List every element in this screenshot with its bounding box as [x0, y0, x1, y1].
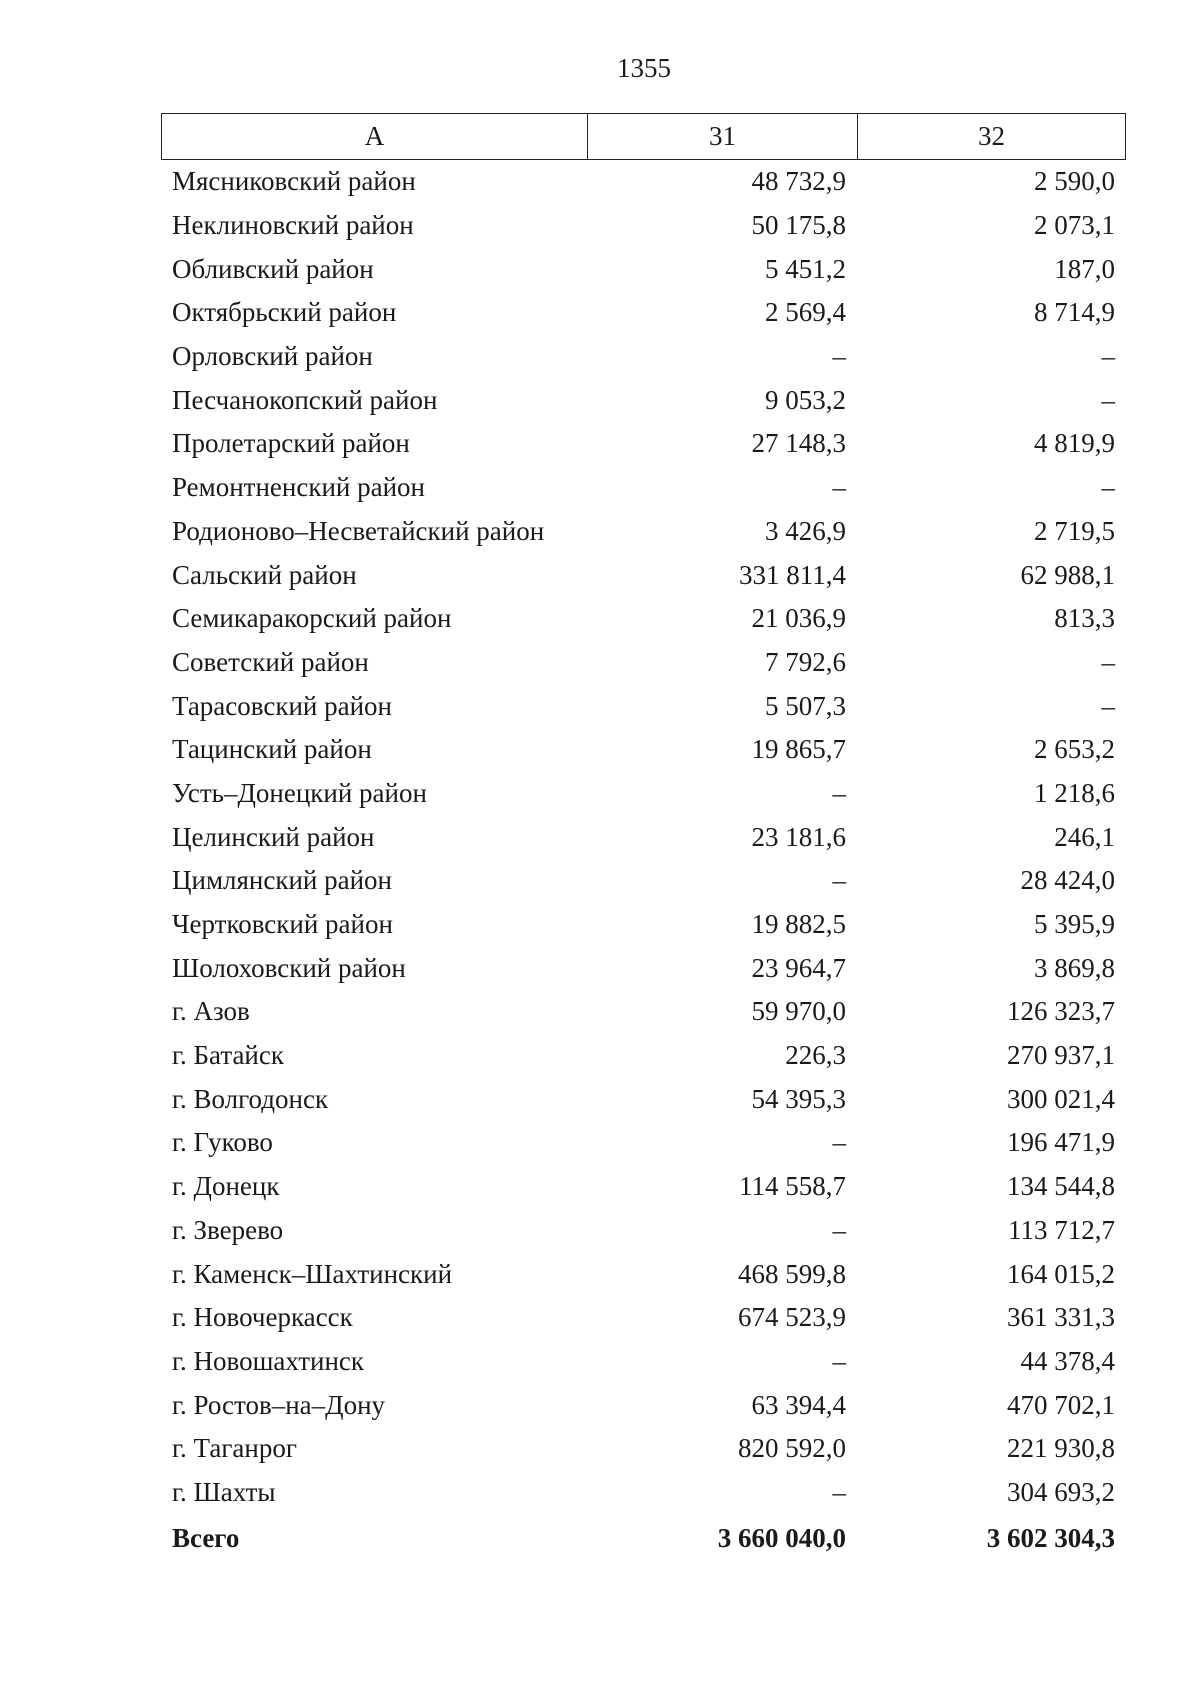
- row-value-32: 5 395,9: [1034, 909, 1115, 940]
- row-value-31: 50 175,8: [751, 210, 846, 241]
- row-value-32: 8 714,9: [1034, 297, 1115, 328]
- row-value-32: 4 819,9: [1034, 428, 1115, 459]
- row-label: г. Новошахтинск: [172, 1345, 364, 1376]
- row-value-32: 246,1: [1054, 821, 1115, 852]
- row-value-32: 187,0: [1054, 253, 1115, 284]
- table-row: [161, 859, 1126, 903]
- table-row: [161, 466, 1126, 510]
- row-value-32: 2 590,0: [1034, 166, 1115, 197]
- row-value-32: 113 712,7: [1008, 1214, 1115, 1245]
- row-value-31: 19 882,5: [751, 909, 846, 940]
- row-value-31: 19 865,7: [751, 734, 846, 765]
- row-value-31: 59 970,0: [751, 996, 846, 1027]
- row-label: Тацинский район: [172, 734, 372, 765]
- row-value-31: 48 732,9: [751, 166, 846, 197]
- table-row: [161, 247, 1126, 291]
- row-label: Тарасовский район: [172, 690, 392, 721]
- row-value-32: –: [1101, 341, 1115, 372]
- row-value-31: –: [832, 1476, 846, 1507]
- row-label: г. Батайск: [172, 1040, 284, 1071]
- row-label: Сальский район: [172, 559, 357, 590]
- row-label: Усть–Донецкий район: [172, 777, 427, 808]
- table-row: [161, 1427, 1126, 1471]
- row-label: Ремонтненский район: [172, 472, 425, 503]
- table-row: [161, 903, 1126, 947]
- table-row: [161, 1165, 1126, 1209]
- row-value-32: 270 937,1: [1007, 1040, 1115, 1071]
- row-value-31: 3 426,9: [765, 515, 846, 546]
- table-row: [161, 422, 1126, 466]
- row-value-32: 2 719,5: [1034, 515, 1115, 546]
- row-label: Октябрьский район: [172, 297, 397, 328]
- table-row: [161, 1209, 1126, 1253]
- row-value-31: 468 599,8: [738, 1258, 846, 1289]
- table-row: [161, 510, 1126, 554]
- table-row: [161, 946, 1126, 990]
- row-label: Неклиновский район: [172, 210, 414, 241]
- row-label: г. Гуково: [172, 1127, 273, 1158]
- row-value-31: 2 569,4: [765, 297, 846, 328]
- table-row: [161, 728, 1126, 772]
- row-label: Целинский район: [172, 821, 375, 852]
- row-value-32: 164 015,2: [1007, 1258, 1115, 1289]
- table-row: [161, 1340, 1126, 1384]
- row-value-31: 5 451,2: [765, 253, 846, 284]
- page-number: 1355: [617, 53, 671, 83]
- row-label: Орловский район: [172, 341, 373, 372]
- row-label: Советский район: [172, 646, 369, 677]
- row-label: Песчанокопский район: [172, 384, 438, 415]
- row-label: Родионово–Несветайский район: [172, 515, 545, 546]
- table-row: [161, 597, 1126, 641]
- table-row: [161, 1121, 1126, 1165]
- row-value-32: –: [1101, 384, 1115, 415]
- row-value-31: –: [832, 865, 846, 896]
- table-row: [161, 1077, 1126, 1121]
- row-value-31: 23 181,6: [751, 821, 846, 852]
- row-value-32: 361 331,3: [1007, 1302, 1115, 1333]
- data-table: [161, 113, 1126, 1560]
- table-row: [161, 291, 1126, 335]
- row-value-32: 126 323,7: [1007, 996, 1115, 1027]
- table-row: [161, 553, 1126, 597]
- header-cell-32: 32: [978, 121, 1005, 151]
- row-label: г. Таганрог: [172, 1433, 297, 1464]
- row-value-31: 5 507,3: [765, 690, 846, 721]
- table-row: [161, 204, 1126, 248]
- row-label: г. Каменск–Шахтинский: [172, 1258, 453, 1289]
- row-value-32: 196 471,9: [1007, 1127, 1115, 1158]
- row-label: г. Ростов–на–Дону: [172, 1389, 386, 1420]
- row-value-31: 114 558,7: [739, 1171, 846, 1202]
- row-value-32: 813,3: [1054, 603, 1115, 634]
- total-value-31: 3 660 040,0: [717, 1522, 846, 1553]
- table-row: [161, 1252, 1126, 1296]
- table-row: [161, 772, 1126, 816]
- row-label: г. Волгодонск: [172, 1083, 329, 1114]
- row-value-32: 134 544,8: [1007, 1171, 1115, 1202]
- table-row: [161, 684, 1126, 728]
- row-value-32: 28 424,0: [1020, 865, 1115, 896]
- row-value-32: 470 702,1: [1007, 1389, 1115, 1420]
- row-value-32: –: [1101, 472, 1115, 503]
- table-row: [161, 1471, 1126, 1515]
- row-value-31: 7 792,6: [765, 646, 846, 677]
- row-value-31: 63 394,4: [751, 1389, 846, 1420]
- row-label: Чертковский район: [172, 909, 393, 940]
- table-row: [161, 815, 1126, 859]
- row-value-31: –: [832, 1345, 846, 1376]
- row-value-31: –: [832, 777, 846, 808]
- row-label: г. Шахты: [172, 1476, 276, 1507]
- row-value-32: –: [1101, 646, 1115, 677]
- row-value-31: –: [832, 1127, 846, 1158]
- row-value-31: –: [832, 1214, 846, 1245]
- row-value-32: 44 378,4: [1020, 1345, 1115, 1376]
- row-value-32: 2 653,2: [1034, 734, 1115, 765]
- row-value-31: 23 964,7: [751, 952, 846, 983]
- row-label: Обливский район: [172, 253, 374, 284]
- row-value-32: 3 869,8: [1034, 952, 1115, 983]
- table-row: [161, 160, 1126, 204]
- row-value-31: 674 523,9: [738, 1302, 846, 1333]
- table-header-row: [161, 113, 1126, 160]
- table-row: [161, 378, 1126, 422]
- row-value-31: 226,3: [785, 1040, 846, 1071]
- row-value-31: 54 395,3: [751, 1083, 846, 1114]
- table-row: [161, 990, 1126, 1034]
- row-label: г. Новочеркасск: [172, 1302, 353, 1333]
- row-value-32: 300 021,4: [1007, 1083, 1115, 1114]
- table-row: [161, 335, 1126, 379]
- row-label: Шолоховский район: [172, 952, 406, 983]
- row-value-31: –: [832, 472, 846, 503]
- table-row: [161, 641, 1126, 685]
- table-row: [161, 1383, 1126, 1427]
- header-cell-31: 31: [588, 114, 858, 159]
- row-value-31: 820 592,0: [738, 1433, 846, 1464]
- row-value-32: 2 073,1: [1034, 210, 1115, 241]
- table-total-row: [161, 1516, 1126, 1560]
- total-label: Всего: [172, 1522, 240, 1553]
- row-label: Семикаракорский район: [172, 603, 452, 634]
- total-value-32: 3 602 304,3: [986, 1522, 1115, 1553]
- row-label: Мясниковский район: [172, 166, 416, 197]
- row-label: г. Азов: [172, 996, 250, 1027]
- row-value-32: 221 930,8: [1007, 1433, 1115, 1464]
- row-value-31: 331 811,4: [739, 559, 846, 590]
- row-label: Цимлянский район: [172, 865, 393, 896]
- row-label: г. Донецк: [172, 1171, 280, 1202]
- table-body: [161, 160, 1126, 1514]
- row-value-31: 27 148,3: [751, 428, 846, 459]
- row-value-32: –: [1101, 690, 1115, 721]
- table-row: [161, 1034, 1126, 1078]
- header-cell-a: А: [162, 114, 588, 159]
- row-value-32: 62 988,1: [1020, 559, 1115, 590]
- row-value-32: 1 218,6: [1034, 777, 1115, 808]
- row-value-31: –: [832, 341, 846, 372]
- row-label: г. Зверево: [172, 1214, 284, 1245]
- row-value-31: 21 036,9: [751, 603, 846, 634]
- row-value-31: 9 053,2: [765, 384, 846, 415]
- row-value-32: 304 693,2: [1007, 1476, 1115, 1507]
- row-label: Пролетарский район: [172, 428, 410, 459]
- table-row: [161, 1296, 1126, 1340]
